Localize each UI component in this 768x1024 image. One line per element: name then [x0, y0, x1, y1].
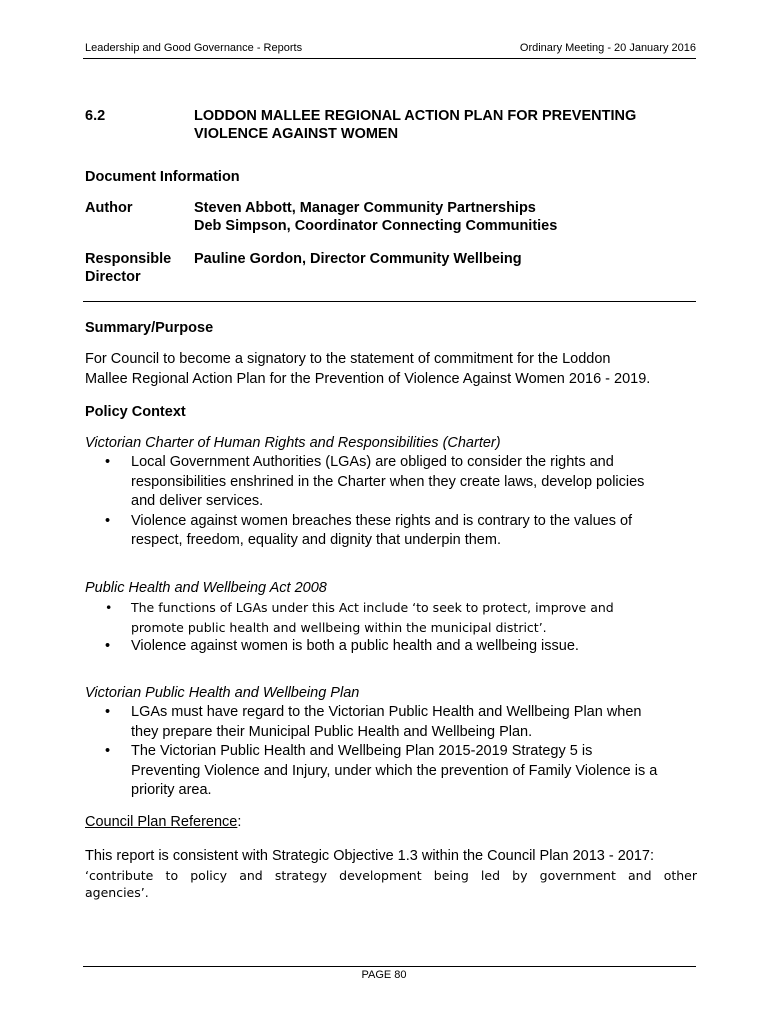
summary-line-1: For Council to become a signatory to the statement of commitment for the Loddon: [85, 351, 611, 367]
plan-bullet-1: [85, 703, 705, 742]
bullet-line: • LGAs must have regard to the Victorian Public Health and Wellbeing Plan when: [131, 704, 642, 720]
document-information-heading: Document Information: [85, 169, 240, 185]
bullet-line: respect, freedom, equality and dignity that underpin them.: [131, 532, 501, 548]
plan-bullet-list: [85, 703, 705, 801]
act-subheading: Public Health and Wellbeing Act 2008: [85, 580, 327, 596]
charter-bullet-2: [85, 512, 705, 551]
bullet-line: responsibilities enshrined in the Charter when they create laws, develop policies: [131, 473, 645, 490]
responsible-director-label-line-1: Responsible: [85, 251, 172, 267]
council-plan-heading: [85, 813, 241, 833]
header-rule: [83, 58, 696, 59]
bullet-line: • The Victorian Public Health and Wellbeing Plan 2015-2019 Strategy 5 is: [131, 743, 593, 759]
policy-context-heading: Policy Context: [85, 404, 186, 420]
council-plan-text: [85, 847, 697, 902]
item-title-line-1: LODDON MALLEE REGIONAL ACTION PLAN FOR PREVENTING: [194, 108, 637, 124]
bullet-line: • The functions of LGAs under this Act include ‘to seek to protect, improve and: [131, 600, 614, 615]
summary-heading: Summary/Purpose: [85, 320, 214, 336]
bullet-line: promote public health and wellbeing within the municipal district’.: [131, 619, 547, 635]
author-line-2: Deb Simpson, Coordinator Connecting Communities: [194, 218, 558, 234]
author-label: Author: [85, 200, 133, 216]
bullet-line: • Violence against women breaches these rights and is contrary to the values of: [131, 512, 633, 529]
bullet-line: Preventing Violence and Injury, under which the prevention of Family Violence is a: [131, 762, 658, 779]
page-number: PAGE 80: [361, 969, 407, 981]
plan-subheading: Victorian Public Health and Wellbeing Plan: [85, 685, 360, 701]
bullet-line: • Violence against women is both a public health and a wellbeing issue.: [131, 638, 579, 654]
section-rule: [83, 301, 696, 302]
bullet-line: • Local Government Authorities (LGAs) are obliged to consider the rights and: [131, 454, 614, 470]
council-plan-heading-colon: :: [237, 814, 242, 830]
plan-bullet-2: [85, 742, 705, 801]
council-plan-line-2: ‘contribute to policy and strategy development being led by government and other: [85, 867, 697, 883]
summary-text: [85, 350, 650, 389]
act-bullet-2: [85, 637, 705, 657]
act-bullet-list: [85, 598, 705, 657]
author-value: [194, 199, 557, 235]
council-plan-line-3: agencies’.: [85, 884, 149, 900]
bullet-line: and deliver services.: [131, 493, 264, 509]
responsible-director-label-line-2: Director: [85, 269, 141, 285]
running-header-right: Ordinary Meeting - 20 January 2016: [519, 42, 696, 54]
charter-subheading: Victorian Charter of Human Rights and Responsibilities (Charter): [85, 435, 501, 451]
footer-rule: [83, 966, 696, 967]
bullet-line: they prepare their Municipal Public Health and Wellbeing Plan.: [131, 723, 533, 740]
charter-bullet-1: [85, 453, 705, 512]
summary-line-2: Mallee Regional Action Plan for the Prevention of Violence Against Women 2016 - 2019.: [85, 370, 651, 387]
item-title-line-2: VIOLENCE AGAINST WOMEN: [194, 126, 399, 142]
bullet-line: priority area.: [131, 782, 212, 798]
running-header-left: Leadership and Good Governance - Reports: [85, 42, 303, 54]
charter-bullet-list: [85, 453, 705, 551]
item-title: [194, 107, 636, 143]
council-plan-heading-text: Council Plan Reference: [85, 814, 238, 830]
responsible-director-value: Pauline Gordon, Director Community Wellbeing: [194, 251, 522, 267]
responsible-director-label: [85, 250, 171, 286]
council-plan-line-1: This report is consistent with Strategic Objective 1.3 within the Council Plan 2013 - 2017:: [85, 848, 655, 864]
act-bullet-1: [85, 598, 705, 637]
author-line-1: Steven Abbott, Manager Community Partnerships: [194, 200, 536, 216]
item-number: 6.2: [85, 108, 106, 124]
